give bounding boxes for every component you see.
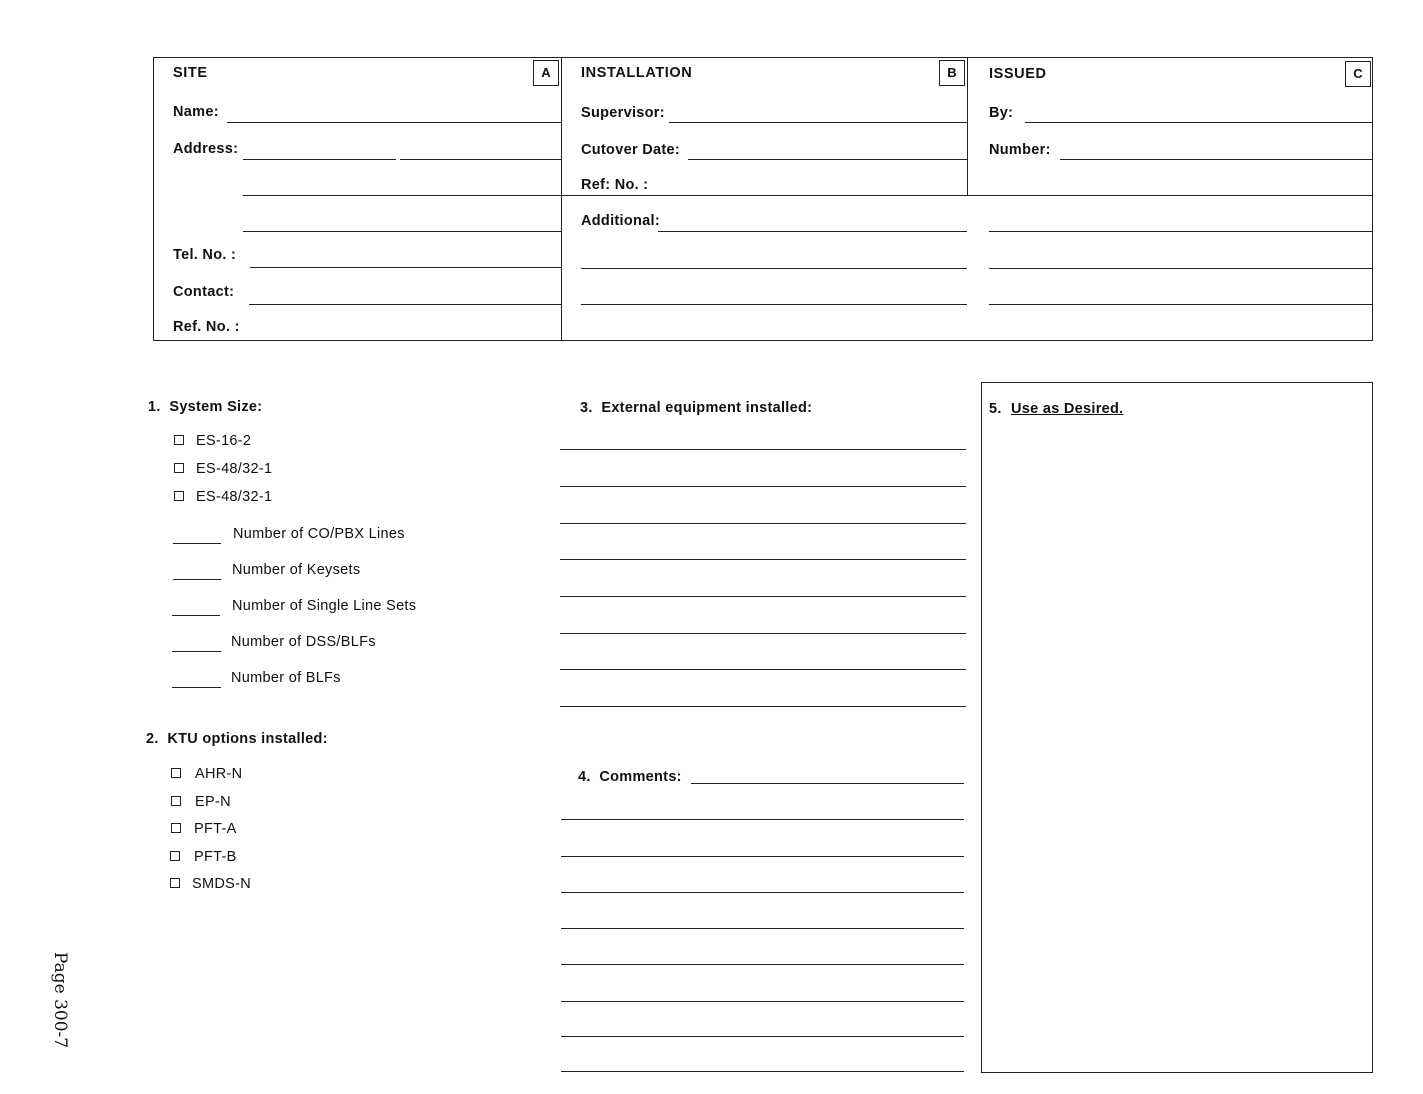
use-as-desired-box[interactable] <box>981 382 1373 1073</box>
checkbox-es-48-32-1-a[interactable] <box>174 463 184 473</box>
checkbox-ep-n[interactable] <box>171 796 181 806</box>
option-label: SMDS-N <box>192 876 251 892</box>
installation-ref-label: Ref: No. : <box>581 177 649 193</box>
site-address-field-3[interactable] <box>243 231 561 232</box>
checkbox-es-48-32-1-b[interactable] <box>174 491 184 501</box>
site-address-field-1a[interactable] <box>243 159 396 160</box>
option-label: EP-N <box>195 794 231 810</box>
external-equipment-line[interactable] <box>560 559 966 560</box>
issued-number-label: Number: <box>989 142 1051 158</box>
issued-heading: ISSUED <box>989 66 1047 82</box>
co-pbx-lines-field[interactable] <box>173 543 221 544</box>
external-equipment-line[interactable] <box>560 633 966 634</box>
installation-supervisor-label: Supervisor: <box>581 105 665 121</box>
count-label: Number of DSS/BLFs <box>231 634 376 650</box>
issued-letter-box: C <box>1345 61 1371 87</box>
site-address-field-1b[interactable] <box>400 159 561 160</box>
system-size-heading: 1. System Size: <box>148 399 263 415</box>
count-label: Number of BLFs <box>231 670 341 686</box>
additional-field-1b[interactable] <box>989 231 1373 232</box>
external-equipment-line[interactable] <box>560 523 966 524</box>
additional-field-2b[interactable] <box>989 268 1373 269</box>
comments-line[interactable] <box>561 819 964 820</box>
use-as-desired-number: 5. <box>989 401 1002 417</box>
issued-number-field[interactable] <box>1060 159 1373 160</box>
installation-supervisor-field[interactable] <box>669 122 967 123</box>
site-name-field[interactable] <box>227 122 561 123</box>
comments-line[interactable] <box>561 1036 964 1037</box>
additional-field-3a[interactable] <box>581 304 967 305</box>
comments-line[interactable] <box>691 783 964 784</box>
ktu-options-heading: 2. KTU options installed: <box>146 731 328 747</box>
installation-cutover-field[interactable] <box>688 159 967 160</box>
divider-installation-issued <box>967 58 968 196</box>
option-label: AHR-N <box>195 766 243 782</box>
keysets-field[interactable] <box>173 579 221 580</box>
checkbox-ahr-n[interactable] <box>171 768 181 778</box>
comments-line[interactable] <box>561 892 964 893</box>
installation-letter-box: B <box>939 60 965 86</box>
option-label: ES-48/32-1 <box>196 461 273 477</box>
additional-field-3b[interactable] <box>989 304 1373 305</box>
external-equipment-line[interactable] <box>560 486 966 487</box>
site-contact-label: Contact: <box>173 284 235 300</box>
site-address-field-2[interactable] <box>243 195 561 196</box>
external-equipment-line[interactable] <box>560 706 966 707</box>
installation-heading: INSTALLATION <box>581 65 693 81</box>
count-label: Number of Single Line Sets <box>232 598 417 614</box>
external-equipment-line[interactable] <box>560 596 966 597</box>
site-ref-label: Ref. No. : <box>173 319 240 335</box>
comments-line[interactable] <box>561 1001 964 1002</box>
site-contact-field[interactable] <box>249 304 561 305</box>
checkbox-pft-b[interactable] <box>170 851 180 861</box>
use-as-desired-heading: Use as Desired. <box>1011 401 1124 417</box>
external-equipment-line[interactable] <box>560 449 966 450</box>
single-line-sets-field[interactable] <box>172 615 220 616</box>
option-label: PFT-B <box>194 849 237 865</box>
count-label: Number of Keysets <box>232 562 361 578</box>
divider-site-installation <box>561 58 562 341</box>
site-address-label: Address: <box>173 141 239 157</box>
blfs-field[interactable] <box>172 687 221 688</box>
installation-additional-label: Additional: <box>581 213 661 229</box>
site-name-label: Name: <box>173 104 219 120</box>
checkbox-es-16-2[interactable] <box>174 435 184 445</box>
additional-field-2a[interactable] <box>581 268 967 269</box>
option-label: ES-48/32-1 <box>196 489 273 505</box>
comments-heading: 4. Comments: <box>578 769 682 785</box>
checkbox-smds-n[interactable] <box>170 878 180 888</box>
external-equipment-heading: 3. External equipment installed: <box>580 400 813 416</box>
comments-line[interactable] <box>561 964 964 965</box>
option-label: ES-16-2 <box>196 433 252 449</box>
comments-line[interactable] <box>561 928 964 929</box>
additional-field-1a[interactable] <box>658 231 967 232</box>
issued-by-field[interactable] <box>1025 122 1373 123</box>
comments-line[interactable] <box>561 1071 964 1072</box>
header-form-box <box>153 57 1373 341</box>
site-heading: SITE <box>173 65 208 81</box>
site-tel-label: Tel. No. : <box>173 247 237 263</box>
checkbox-pft-a[interactable] <box>171 823 181 833</box>
page-number: Page 300-7 <box>50 951 71 1049</box>
option-label: PFT-A <box>194 821 237 837</box>
issued-by-label: By: <box>989 105 1014 121</box>
installation-cutover-label: Cutover Date: <box>581 142 680 158</box>
external-equipment-line[interactable] <box>560 669 966 670</box>
count-label: Number of CO/PBX Lines <box>233 526 405 542</box>
dss-blfs-field[interactable] <box>172 651 221 652</box>
site-tel-field[interactable] <box>250 267 561 268</box>
installation-ref-line <box>561 195 1373 196</box>
comments-line[interactable] <box>561 856 964 857</box>
site-letter-box: A <box>533 60 559 86</box>
